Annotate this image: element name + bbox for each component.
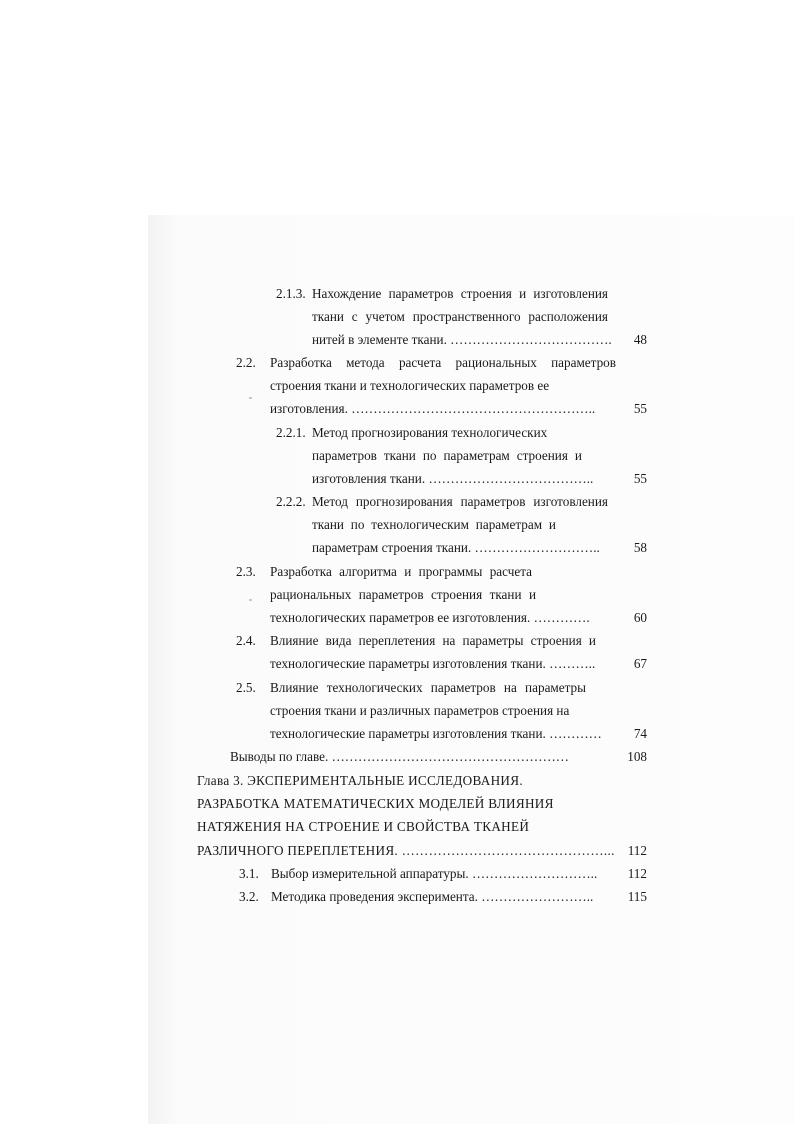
- toc-page-number: 55: [633, 401, 647, 416]
- toc-page-number: 115: [627, 889, 647, 904]
- toc-number: 2.2.: [236, 355, 256, 370]
- toc-entry-line: ткани по технологическим параметрам и: [312, 517, 556, 532]
- toc-entry-line: ткани с учетом пространственного расположения: [312, 309, 608, 324]
- toc-entry-line: Выводы по главе. ………………………………………………: [230, 749, 569, 764]
- toc-entry-line: строения ткани и технологических параметров ее: [270, 378, 550, 393]
- toc-page-number: 67: [633, 656, 647, 671]
- toc-entry-line: Разработка алгоритма и программы расчета: [270, 564, 532, 579]
- toc-page-number: 108: [627, 749, 647, 764]
- toc-entry-line: технологических параметров ее изготовления. ………….: [270, 610, 590, 625]
- scan-speck: [249, 397, 252, 399]
- toc-entry-line: изготовления. ………………………………………………..: [270, 401, 596, 416]
- toc-number: 2.1.3.: [276, 286, 306, 301]
- toc-page-number: 60: [633, 610, 647, 625]
- toc-page-number: 58: [633, 540, 647, 555]
- toc-entry-line: рациональных параметров строения ткани и: [270, 587, 536, 602]
- toc-number: 2.2.2.: [276, 494, 306, 509]
- chapter-heading-line: РАЗРАБОТКА МАТЕМАТИЧЕСКИХ МОДЕЛЕЙ ВЛИЯНИЯ: [197, 796, 554, 811]
- toc-entry-line: технологические параметры изготовления ткани. ………..: [270, 656, 596, 671]
- toc-entry-line: Нахождение параметров строения и изготовления: [312, 286, 608, 301]
- toc-entry-line: Влияние вида переплетения на параметры строения и: [270, 633, 596, 648]
- toc-number: 2.4.: [236, 633, 256, 648]
- toc-number: 3.2.: [239, 889, 259, 904]
- toc-number: 2.5.: [236, 680, 256, 695]
- toc-entry-line: Метод прогнозирования параметров изготовления: [312, 494, 608, 509]
- toc-entry-line: нитей в элементе ткани. ……………………………….: [312, 332, 612, 347]
- toc-entry-line: Выбор измерительной аппаратуры. ………………………..: [271, 866, 598, 881]
- chapter-heading-line: РАЗЛИЧНОГО ПЕРЕПЛЕТЕНИЯ. ………………………………………...: [197, 843, 615, 858]
- toc-page-number: 55: [633, 471, 647, 486]
- toc-entry-line: Методика проведения эксперимента. ……………………..: [271, 889, 594, 904]
- toc-page-number: 112: [627, 866, 647, 881]
- toc-entry-line: технологические параметры изготовления ткани. …………: [270, 726, 602, 741]
- toc-entry-line: Метод прогнозирования технологических: [312, 425, 548, 440]
- toc-page-number: 74: [633, 726, 647, 741]
- toc-number: 2.3.: [236, 564, 256, 579]
- toc-number: 2.2.1.: [276, 425, 306, 440]
- scan-speck: [249, 599, 252, 601]
- toc-page-number: 48: [633, 332, 647, 347]
- toc-entry-line: параметрам строения ткани. ………………………..: [312, 540, 600, 555]
- chapter-heading-line: НАТЯЖЕНИЯ НА СТРОЕНИЕ И СВОЙСТВА ТКАНЕЙ: [197, 819, 530, 834]
- toc-entry-line: параметров ткани по параметрам строения и: [312, 448, 582, 463]
- toc-entry-line: Разработка метода расчета рациональных параметров: [270, 355, 616, 370]
- toc-entry-line: строения ткани и различных параметров строения на: [270, 703, 570, 718]
- toc-entry-line: изготовления ткани. ………………………………..: [312, 471, 594, 486]
- toc-number: 3.1.: [239, 866, 259, 881]
- toc-page-number: 112: [627, 843, 647, 858]
- toc-entry-line: Влияние технологических параметров на параметры: [270, 680, 586, 695]
- chapter-heading-line: Глава 3. ЭКСПЕРИМЕНТАЛЬНЫЕ ИССЛЕДОВАНИЯ.: [197, 773, 523, 788]
